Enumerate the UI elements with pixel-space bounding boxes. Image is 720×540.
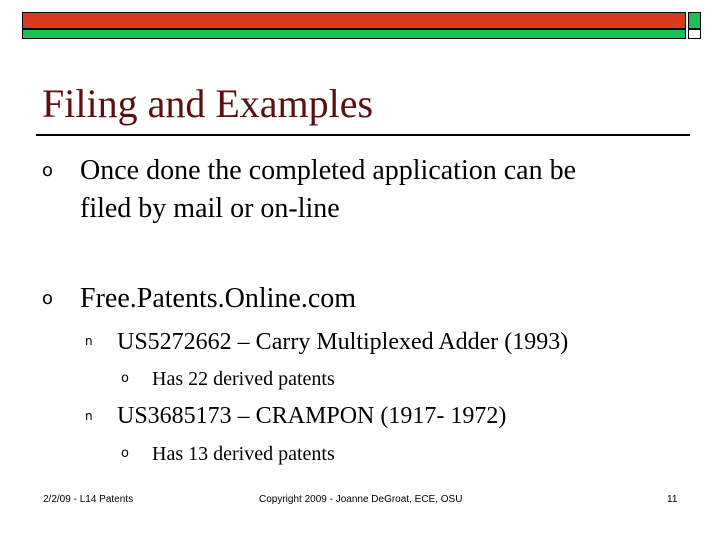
bullet-marker: o [42, 160, 54, 181]
sub-bullet-marker: n [85, 409, 93, 423]
bullet-text-1-line-2: filed by mail or on-line [80, 193, 340, 224]
bullet-text-2: Free.Patents.Online.com [80, 283, 357, 314]
sub-sub-bullet-marker: o [121, 371, 129, 386]
sub-bullet-text-1: US5272662 – Carry Multiplexed Adder (1993) [117, 329, 569, 355]
bullet-text-1-line-1: Once done the completed application can be [80, 155, 577, 186]
sub-bullet-marker: n [85, 334, 93, 348]
sub-sub-bullet-marker: o [121, 446, 129, 461]
footer-page-number: 11 [667, 494, 678, 505]
title-underline [36, 134, 690, 136]
footer-date: 2/2/09 - L14 Patents [43, 494, 134, 505]
slide-title: Filing and Examples [42, 81, 374, 126]
bullet-marker: o [42, 288, 54, 309]
header-square-white [688, 29, 701, 39]
header-bar-red [22, 12, 686, 29]
sub-sub-bullet-text-1: Has 22 derived patents [152, 368, 335, 390]
header-square-green [688, 12, 701, 29]
sub-bullet-text-2: US3685173 – CRAMPON (1917- 1972) [117, 403, 507, 429]
sub-sub-bullet-text-2: Has 13 derived patents [152, 443, 335, 465]
header-bar-green [22, 29, 686, 39]
footer-copyright: Copyright 2009 - Joanne DeGroat, ECE, OSU [259, 494, 463, 505]
bullet-text-1 [80, 152, 576, 228]
